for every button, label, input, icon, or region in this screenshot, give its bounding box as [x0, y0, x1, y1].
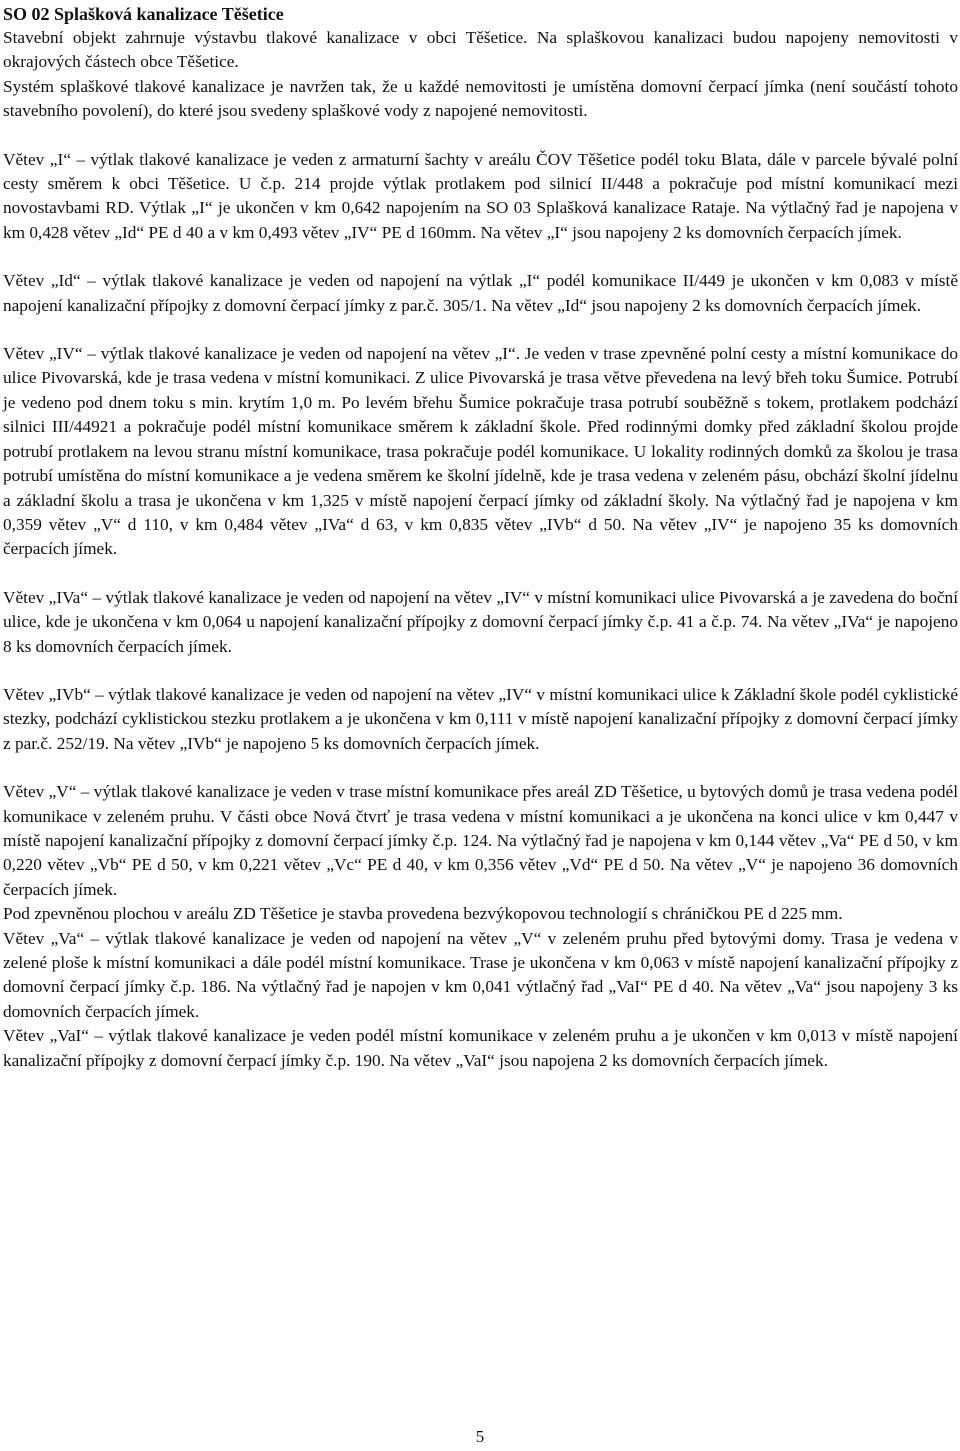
paragraph-vetev-vai: Větev „VaI“ – výtlak tlakové kanalizace je veden podél místní komunikace v zeleném pruhu a je ukončen v km 0,013 v místě napojení kanalizační přípojky z domovní čerpací jímky č.p. 190. Na větev „VaI“ jsou napojena 2 ks domovních čerpacích jímek.: [3, 1026, 958, 1070]
paragraph-intro-2: Systém splaškové tlakové kanalizace je navržen tak, že u každé nemovitosti je umístěna domovní čerpací jímka (není součástí tohoto stavebního povolení), do které jsou svedeny splaškové vody z napojené nemovitosti.: [3, 76, 958, 121]
paragraph-intro-1: Stavební objekt zahrnuje výstavbu tlakové kanalizace v obci Těšetice. Na splaškovou kanalizaci budou napojeny nemovitosti v okrajových částech obce Těšetice.: [3, 28, 958, 72]
paragraph-vetev-va: Větev „Va“ – výtlak tlakové kanalizace je veden od napojení na větev „V“ v zeleném pruhu před bytovými domy. Trasa je vedena v zelené ploše k místní komunikaci a dále podél místní komunikace. Trase je ukončena v km 0,063 v místě napojení kanalizační přípojky z domovní čerpací jímky č.p. 186. Na výtlačný řad je napojen v km 0,041 výtlačný řad „VaI“ PE d 40. Na větev „Va“ jsou napojeny 3 ks domovních čerpacích jímek.: [3, 928, 958, 1021]
paragraph-vetev-iva: Větev „IVa“ – výtlak tlakové kanalizace je veden od napojení na větev „IV“ v místní komunikaci ulice Pivovarská a je zavedena do boční ulice, kde je ukončena v km 0,064 u napojení kanalizační přípojky z domovní čerpací jímky č.p. 41 a č.p. 74. Na větev „IVa“ je napojeno 8 ks domovních čerpacích jímek.: [3, 587, 958, 656]
document-body: [3, 26, 958, 1073]
document-page: [3, 2, 958, 1073]
paragraph-vetev-i: Větev „I“ – výtlak tlakové kanalizace je veden z armaturní šachty v areálu ČOV Těšetice podél toku Blata, dále v parcele bývalé polní cesty směrem k obci Těšetice. U č.p. 214 projde výtlak protlakem pod silnicí II/448 a pokračuje pod místní komunikací mezi novostavbami RD. Výtlak „I“ je ukončen v km 0,642 napojením na SO 03 Splašková kanalizace Rataje. Na výtlačný řad je napojena v km 0,428 větev „Id“ PE d 40 a v km 0,493 větev „IV“ PE d 160mm. Na větev „I“ jsou napojeny 2 ks domovních čerpacích jímek.: [3, 149, 958, 242]
paragraph-vetev-ivb: Větev „IVb“ – výtlak tlakové kanalizace je veden od napojení na větev „IV“ v místní komunikaci ulice k Základní škole podél cyklistické stezky, podchází cyklistickou stezku protlakem a je ukončena v km 0,111 v místě napojení kanalizační přípojky z domovní čerpací jímky z par.č. 252/19. Na větev „IVb“ je napojeno 5 ks domovních čerpacích jímek.: [3, 684, 958, 753]
paragraph-zd-pozn: Pod zpevněnou plochou v areálu ZD Těšetice je stavba provedena bezvýkopovou technologií s chráničkou PE d 225 mm.: [3, 904, 843, 924]
paragraph-vetev-id: Větev „Id“ – výtlak tlakové kanalizace je veden od napojení na výtlak „I“ podél komunikace II/449 je ukončen v km 0,083 v místě napojení kanalizační přípojky z domovní čerpací jímky z par.č. 305/1. Na větev „Id“ jsou napojeny 2 ks domovních čerpacích jímek.: [3, 271, 958, 315]
paragraph-vetev-v: Větev „V“ – výtlak tlakové kanalizace je veden v trase místní komunikace přes areál ZD Těšetice, u bytových domů je trasa vedena podél komunikace v zeleném pruhu. V části obce Nová čtvrť je trasa vedena v místní komunikaci a je ukončena na konci ulice v km 0,447 v místě napojení kanalizační přípojky z domovní čerpací jímky č.p. 124. Na výtlačný řad je napojena v km 0,144 větev „Va“ PE d 50, v km 0,220 větev „Vb“ PE d 50, v km 0,221 větev „Vc“ PE d 40, v km 0,356 větev „Vd“ PE d 50. Na větev „V“ je napojeno 36 domovních čerpacích jímek.: [3, 782, 958, 899]
page-number: 5: [475, 1427, 485, 1446]
section-title: SO 02 Splašková kanalizace Těšetice: [3, 4, 284, 24]
paragraph-vetev-iv: Větev „IV“ – výtlak tlakové kanalizace je veden od napojení na větev „I“. Je veden v trase zpevněné polní cesty a místní komunikace do ulice Pivovarská, kde je trasa vedena v místní komunikaci. Z ulice Pivovarská je trasa větve převedena na levý břeh toku Šumice. Potrubí je vedeno pod dnem toku s min. krytím 1,0 m. Po levém břehu Šumice pokračuje trasa potrubí souběžně s tokem, protlakem podchází silnici III/44921 a pokračuje podél místní komunikace směrem k základní škole. Před rodinnými domky před základní školou projde potrubí protlakem na levou stranu místní komunikace, trasa pokračuje podél komunikace. U lokality rodinných domků za školou je trasa potrubí umístěna do místní komunikace a je vedena směrem ke školní jídelně, kde je trasa vedena v zeleném pásu, obchází školní jídelnu a základní školu a trasa je ukončena v km 1,325 v místě napojení čerpací jímky od základní školy. Na výtlačný řad je napojena v km 0,359 větev „V“ d 110, v km 0,484 větev „IVa“ d 63, v km 0,835 větev „IVb“ d 50. Na větev „IV“ je napojeno 35 ks domovních čerpacích jímek.: [3, 344, 958, 559]
